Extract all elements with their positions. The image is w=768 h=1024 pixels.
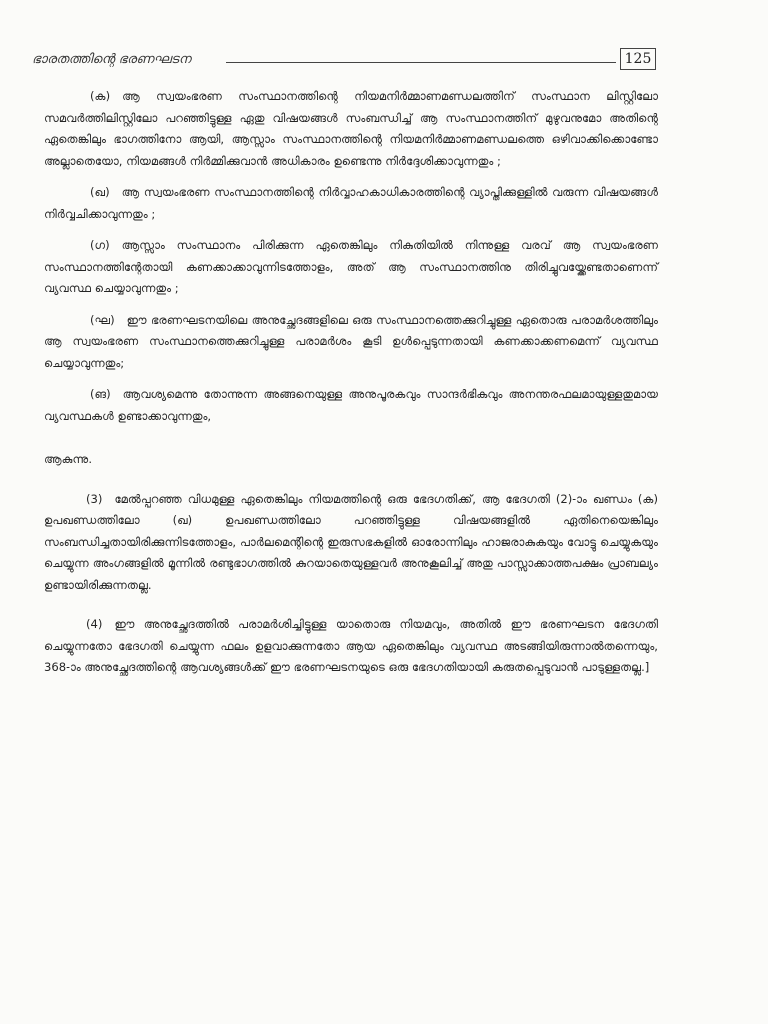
clause-text: ആസ്സാം സംസ്ഥാനം പിരിക്കുന്ന ഏതെങ്കിലും നികുതിയിൽ നിന്നുള്ള വരവ് ആ സ്വയംഭരണ സംസ്ഥാനത്തിന്റേതായി കണക്കാക്കാവുന്നിടത്തോളം, അത് ആ സംസ്ഥാനത്തിനു തിരിച്ചുവയ്ക്കേണ്ടതാണെന്ന് വ്യവസ്ഥ ചെയ്യാവുന്നതും ; <box>44 238 658 295</box>
clause-nga <box>44 384 658 427</box>
clause-ka <box>44 86 658 172</box>
page-number: 125 <box>620 48 656 70</box>
header-rule <box>226 62 616 63</box>
section-marker: (3) <box>86 491 103 506</box>
clause-text: ആ സ്വയംഭരണ സംസ്ഥാനത്തിന്റെ നിർവ്വാഹകാധികാരത്തിന്റെ വ്യാപ്തിക്കുള്ളിൽ വരുന്ന വിഷയങ്ങൾ നിർവ്വചിക്കാവുന്നതും ; <box>44 185 658 221</box>
clause-marker: (ഘ) <box>90 312 115 327</box>
body-text <box>44 86 658 679</box>
section-3 <box>44 489 658 597</box>
clause-marker: (ഗ) <box>90 238 110 252</box>
section-text: മേൽപ്പറഞ്ഞ വിധമുള്ള ഏതെങ്കിലും നിയമത്തിന്റെ ഒരു ഭേദഗതിക്ക്, ആ ഭേദഗതി (2)-ാം ഖണ്ഡം (ക) ഉപഖണ്ഡത്തിലോ (ഖ) ഉപഖണ്ഡത്തിലോ പറഞ്ഞിട്ടുള്ള വിഷയങ്ങളിൽ ഏതിനെയെങ്കിലും സംബന്ധിച്ചതായിരിക്കുന്നിടത്തോളം, പാർലമെന്റിന്റെ ഇരുസഭകളിൽ ഓരോന്നിലും ഹാജരാകുകയും വോട്ടു ചെയ്യുകയും ചെയ്യുന്ന അംഗങ്ങളിൽ മൂന്നിൽ രണ്ടുഭാഗത്തിൽ കുറയാതെയുള്ളവർ അനുകൂലിച്ച് അതു പാസ്സാക്കാത്തപക്ഷം പ്രാബല്യം ഉണ്ടായിരിക്കുന്നതല്ല. <box>44 491 658 592</box>
clause-kha <box>44 182 658 225</box>
clause-marker: (ങ) <box>90 387 111 401</box>
clause-marker: (ക) <box>90 89 111 103</box>
clause-text: ആ സ്വയംഭരണ സംസ്ഥാനത്തിന്റെ നിയമനിർമ്മാണമണ്ഡലത്തിന് സംസ്ഥാന ലിസ്റ്റിലോ സമവർത്തിലിസ്റ്റിലോ പറഞ്ഞിട്ടുള്ള ഏതു വിഷയങ്ങൾ സംബന്ധിച്ച് ആ സംസ്ഥാനത്തിന് മുഴുവനുമോ അതിന്റെ ഏതെങ്കിലും ഭാഗത്തിനോ ആയി, ആസ്സാം സംസ്ഥാനത്തിന്റെ നിയമനിർമ്മാണമണ്ഡലത്തെ ഒഴിവാക്കിക്കൊണ്ടോ അല്ലാതെയോ, നിയമങ്ങൾ നിർമ്മിക്കുവാൻ അധികാരം ഉണ്ടെന്നു നിർദ്ദേശിക്കാവുന്നതും ; <box>44 89 658 168</box>
section-marker: (4) <box>86 617 103 631</box>
clause-ga <box>44 235 658 300</box>
section-4 <box>44 614 658 679</box>
clause-gha <box>44 310 658 375</box>
running-title: ഭാരതത്തിന്റെ ഭരണഘടന <box>32 52 191 67</box>
section-text: ഈ അനുച്ഛേദത്തിൽ പരാമർശിച്ചിട്ടുള്ള യാതൊരു നിയമവും, അതിൽ ഈ ഭരണഘടന ഭേദഗതി ചെയ്യുന്നതോ ഭേദഗതി ചെയ്യുന്ന ഫലം ഉളവാക്കുന്നതോ ആയ ഏതെങ്കിലും വ്യവസ്ഥ അടങ്ങിയിരുന്നാൽതന്നെയും, 368-ാം അനുച്ഛേദത്തിന്റെ ആവശ്യങ്ങൾക്ക് ഈ ഭരണഘടനയുടെ ഒരു ഭേദഗതിയായി കരുതപ്പെടുവാൻ പാടുള്ളതല്ല.] <box>44 617 658 674</box>
page-header <box>30 48 656 74</box>
clause-marker: (ഖ) <box>90 185 110 199</box>
clause-text: ആവശ്യമെന്നു തോന്നുന്ന അങ്ങനെയുള്ള അനുപൂരകവും സാന്ദർഭികവും അനന്തരഫലമായുള്ളതുമായ വ്യവസ്ഥകൾ ഉണ്ടാക്കാവുന്നതും, <box>44 387 658 423</box>
clause-tail: ആകുന്നു. <box>44 452 93 466</box>
clause-text: ഈ ഭരണഘടനയിലെ അനുച്ഛേദങ്ങളിലെ ഒരു സംസ്ഥാനത്തെക്കുറിച്ചുള്ള ഏതൊരു പരാമർശത്തിലും ആ സ്വയംഭരണ സംസ്ഥാനത്തെക്കുറിച്ചുള്ള പരാമർശം കൂടി ഉൾപ്പെടുന്നതായി കണക്കാക്കണമെന്ന് വ്യവസ്ഥ ചെയ്യാവുന്നതും; <box>44 312 658 370</box>
